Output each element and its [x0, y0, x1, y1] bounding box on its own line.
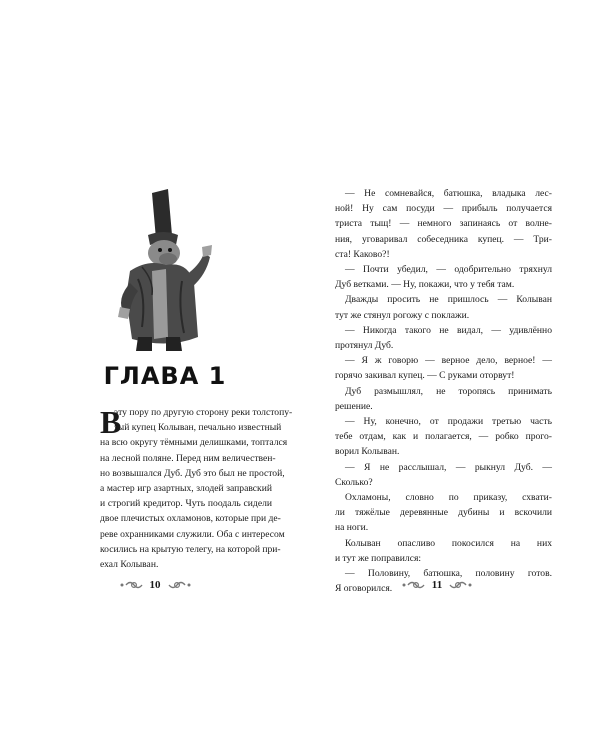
text-line: Я оговорился. — [335, 583, 393, 595]
text-line: Охламоны, словно по приказу, схвати- — [345, 492, 552, 504]
text-line: тут же стянул рогожу с поклажи. — [335, 309, 470, 321]
text-line: тебе отдам, как и полагается, — робко прого- — [335, 431, 552, 443]
scroll-ornament-icon — [448, 579, 474, 591]
text-line: эту пору по другую сторону реки толстопу- — [114, 407, 293, 418]
text-line: реве охранниками служили. Оба с интересом — [100, 528, 285, 540]
chapter-title: ГЛАВА 1 — [103, 362, 227, 390]
text-line: и строгий кредитор. Чуть поодаль сидели — [100, 498, 272, 510]
scroll-ornament-icon — [400, 579, 426, 591]
text-line: ния, уговаривал собеседника купец. — Три- — [335, 233, 552, 245]
text-line: — Почти убедил, — одобрительно тряхнул — [345, 264, 552, 276]
scroll-ornament-icon — [167, 579, 193, 591]
text-line: — Не сомневайся, батюшка, владыка лес- — [345, 188, 552, 199]
page-number: 10 — [149, 579, 161, 591]
text-line: зый купец Колыван, печально известный — [114, 422, 282, 434]
drop-cap: В — [100, 404, 122, 440]
text-line: а мастер игр азартных, злодей заправский — [100, 483, 272, 495]
right-page — [300, 0, 600, 750]
text-line: и тут же поправился: — [335, 552, 422, 564]
text-line: но возвышался Дуб. Дуб это был не простой, — [100, 467, 285, 479]
page-number-footer — [100, 577, 210, 593]
text-line: косились на крытую телегу, на которой при- — [100, 543, 281, 555]
merchant-illustration — [108, 187, 212, 355]
text-line: ехал Колыван. — [100, 559, 159, 571]
page-number: 11 — [431, 579, 443, 591]
text-line: ли тяжёлые деревянные дубины и вскочили — [335, 507, 552, 519]
text-line: протянул Дуб. — [335, 340, 394, 352]
text-line: горячо закивал купец. — С руками оторвут! — [335, 370, 515, 382]
text-line: — Никогда такого не видал, — удивлённо — [345, 324, 552, 336]
text-line: ной! Ну сам посуди — прибыль получается — [335, 203, 552, 215]
text-line: — Я ж говорю — верное дело, верное! — — [345, 355, 552, 367]
text-line: — Половину, батюшка, половину готов. — [345, 568, 552, 580]
text-line: Дуб ветками. — Ну, покажи, что у тебя там. — [335, 279, 515, 291]
text-line: — Я не расслышал, — рыкнул Дуб. — — [345, 461, 552, 473]
text-line: Дуб размышлял, не торопясь принимать — [345, 385, 552, 397]
page-number-footer — [382, 577, 492, 593]
text-line: триста тыщ! — немного запинаясь от волне- — [335, 218, 552, 230]
text-line: — Ну, конечно, от продажи третью часть — [345, 416, 552, 428]
text-line: двое плечистых охламонов, которые при де- — [100, 513, 281, 525]
dialogue-text — [335, 186, 552, 596]
text-line: Дважды просить не пришлось — Колыван — [345, 294, 552, 306]
text-line: на лесной поляне. Перед ним величествен- — [100, 452, 276, 464]
text-line: на всю округу тёмными делишками, топтался — [100, 437, 288, 449]
chapter-opening-paragraph — [100, 405, 293, 572]
text-line: на ноги. — [335, 522, 369, 534]
text-line: ста! Каково?! — [335, 248, 390, 260]
scroll-ornament-icon — [118, 579, 144, 591]
text-line: Сколько? — [335, 476, 373, 488]
text-line: решение. — [335, 400, 373, 412]
text-line: ворил Колыван. — [335, 446, 400, 458]
text-line: Колыван опасливо покосился на них — [345, 537, 552, 549]
